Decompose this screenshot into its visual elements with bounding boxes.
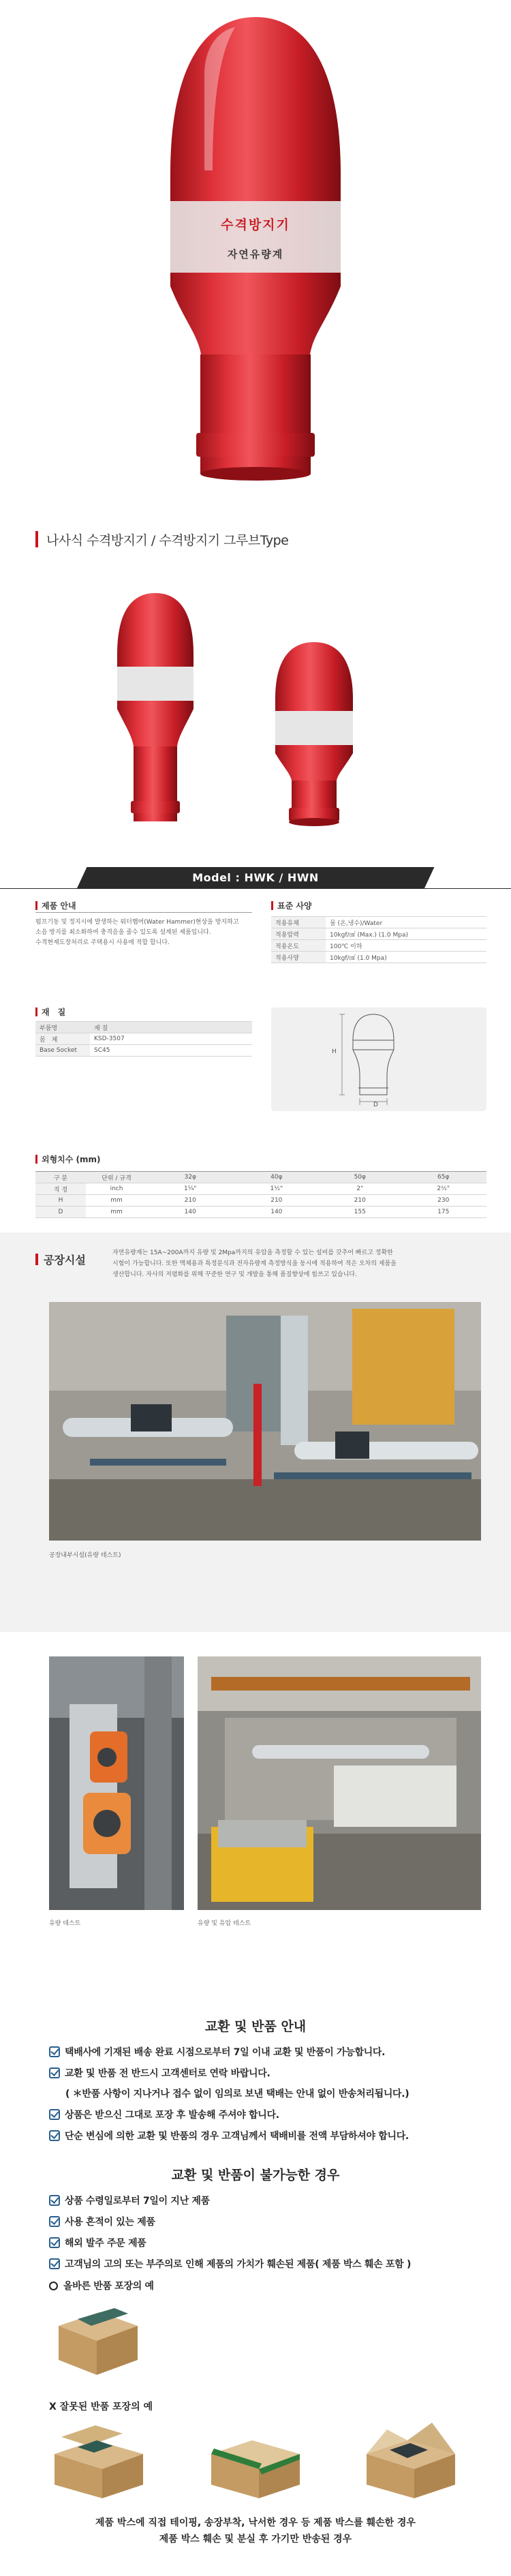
factory-photo-illustration [49,1302,481,1541]
table-header-unit: 단위 [102,1175,114,1182]
hero-label-line1: 수격방지기 [221,217,290,232]
no-return-item [49,2194,210,2207]
model-band [0,867,511,889]
table-cell: SC45 [90,1045,252,1057]
check-icon [49,2195,60,2206]
model-band-rule [0,888,511,889]
no-return-item [49,2236,146,2249]
flow-test-caption: 유량 테스트 [49,1920,81,1927]
factory-photo [49,1302,481,1541]
table-header-cell: 32φ [147,1172,234,1183]
no-return-item [49,2215,155,2228]
circle-icon [49,2282,58,2290]
table-row [271,940,486,952]
check-icon [49,2216,60,2227]
good-packing-box-icon [52,2299,144,2380]
std-spec-heading [271,900,312,911]
pressure-test-illustration [198,1656,481,1910]
material-heading [35,1006,65,1018]
table-cell: 230 [400,1195,486,1207]
return-item [49,2129,409,2142]
pressure-test-photo [198,1656,481,1910]
return-item-text: 교환 및 반품 전 반드시 고객센터로 연락 바랍니다. [65,2068,270,2079]
bad-packing-box-open-icon [360,2420,462,2502]
check-icon [49,2130,60,2141]
table-cell: mm [86,1195,147,1207]
check-icon [49,2046,60,2057]
flow-test-photo [49,1656,184,1910]
model-band-text: Model : HWK / HWN [192,871,319,884]
no-return-item-text: 해외 발주 주문 제품 [65,2238,146,2249]
table-header-cell: 단위 / 규격 [86,1172,147,1183]
good-packing-label-text: 올바른 반품 포장의 예 [63,2281,154,2292]
table-cell: 물 (온,냉수)/Water [326,917,486,928]
table-cell: 175 [400,1207,486,1218]
return-item-text: 택배사에 기재된 배송 완료 시점으로부터 7일 이내 교환 및 반품이 가능합니다. [65,2047,386,2058]
table-row [35,1195,486,1207]
good-packing-label [49,2279,154,2292]
return-item-text: 상품은 받으신 그대로 포장 후 발송해 주셔야 합니다. [65,2110,279,2121]
dimension-heading [35,1153,101,1165]
return-notice-title: 교환 및 반품 안내 [204,2019,307,2034]
table-row [35,1033,252,1045]
table-header-row [35,1172,486,1183]
table-cell: 2" [320,1183,400,1195]
check-icon [49,2067,60,2078]
table-header-cell: 40φ [234,1172,320,1183]
table-header-cell: 65φ [400,1172,486,1183]
factory-desc-line: 자연유량계는 15A~200A까지 유량 및 2Mpa까지의 유압을 측정할 수 있는 설비를 갖추어 빠르고 정확한 [112,1249,393,1256]
table-header-spec: 규격 [119,1175,131,1182]
dimension-heading-text: 외형치수 (mm) [42,1155,101,1164]
intro-heading-bar [35,901,37,910]
material-table [35,1021,252,1057]
table-header-cell: 50φ [320,1172,400,1183]
hero-label-line2: 자연유량계 [227,248,284,260]
table-cell: 적용사양 [271,952,326,963]
table-cell: Base Socket [35,1045,90,1057]
dimension-heading-bar [35,1155,37,1164]
return-item-text: ( ＊반품 사항이 지나거나 접수 없이 임의로 보낸 택배는 안내 없이 반송처리됩니다.) [65,2089,409,2100]
dimension-table [35,1171,486,1218]
table-cell: 적용온도 [271,940,326,952]
factory-desc-line: 생산합니다. 자사의 저렴화를 위해 꾸준한 연구 및 개발을 통해 품질향상에 힘쓰고 있습니다. [112,1271,357,1278]
intro-heading-text: 제품 안내 [42,901,76,911]
bad-packing-box-marked-icon [204,2420,307,2502]
table-row [35,1183,486,1195]
flow-test-section [0,1632,511,1973]
table-cell: 10kgf/㎠ (1.0 Mpa) [326,952,486,963]
intro-line: 펌프기동 및 정지시에 발생하는 워터햄머(Water Hammer)현상을 방지하고 [35,919,239,926]
material-heading-text: 재 질 [42,1007,66,1017]
table-row [35,1045,252,1057]
intro-line: 수격현제도장처리로 주택용시 사용에 적합 합니다. [35,939,170,946]
factory-heading [35,1252,86,1267]
table-cell: 210 [320,1195,400,1207]
factory-desc-line: 시험이 가능합니다. 또한 액체용과 특정분식과 전자유량계 측정방식을 동시에 적용하여 적은 오차의 제품을 [112,1260,397,1267]
table-cell: 재 질 [90,1022,252,1033]
product-pair-image [0,579,511,879]
table-cell: mm [86,1207,147,1218]
intro-divider [35,912,252,913]
table-cell: 1½" [234,1183,320,1195]
table-cell: 적용유체 [271,917,326,928]
diagram-label-d: D [373,1102,378,1108]
table-cell: 140 [147,1207,234,1218]
return-item-text: 단순 변심에 의한 교환 및 반품의 경우 고객님께서 택배비를 전액 부담하셔야 합니다. [65,2131,409,2142]
no-return-item-text: 사용 흔적이 있는 제품 [65,2217,155,2228]
two-arresters-illustration [0,579,511,879]
table-cell: 적용압력 [271,928,326,940]
table-cell: 2½" [400,1183,486,1195]
table-header-cell: 구 분 [35,1172,86,1183]
no-return-title: 교환 및 반품이 불가능한 경우 [171,2168,340,2183]
table-row [35,1207,486,1218]
table-cell: KSD-3507 [90,1033,252,1045]
table-row [35,1022,252,1033]
dimension-diagram [271,1007,486,1111]
bad-packing-box-taped-icon [48,2420,150,2502]
hero-product-image [0,0,511,518]
table-cell: 140 [234,1207,320,1218]
no-return-item-text: 상품 수령일로부터 7일이 지난 제품 [65,2196,210,2207]
std-heading-text: 표준 사양 [277,901,312,911]
table-cell: D [35,1207,86,1218]
table-row [271,928,486,940]
flow-test-illustration [49,1656,184,1910]
bad-packing-label: X 잘못된 반품 포장의 예 [49,2401,153,2412]
title-accent-bar [35,531,38,547]
return-item-note [65,2087,409,2100]
table-cell: 10kgf/㎠ (Max.) (1.0 Mpa) [326,928,486,940]
table-cell: 100℃ 이하 [326,940,486,952]
return-item [49,2108,279,2121]
table-cell: 몸 체 [35,1033,90,1045]
product-title-text: 나사식 수격방지기 / 수격방지기 그루브Type [46,532,289,548]
table-cell: 부품명 [35,1022,90,1033]
table-cell: 155 [320,1207,400,1218]
table-cell: 210 [147,1195,234,1207]
table-row [271,952,486,963]
factory-heading-bar [35,1254,38,1265]
std-heading-bar [271,901,273,910]
intro-line: 소음 방지를 최소화하여 충격음을 줄수 있도록 설계된 제품입니다. [35,929,211,936]
table-cell: 1¼" [147,1183,234,1195]
check-icon [49,2237,60,2248]
material-heading-bar [35,1007,37,1016]
diagram-label-h: H [332,1048,337,1055]
table-cell: 직 경 [35,1183,86,1195]
dimension-diagram-drawing [271,1007,486,1111]
pressure-test-caption: 유량 및 유압 테스트 [198,1920,251,1927]
table-cell: H [35,1195,86,1207]
intro-text [35,918,252,948]
factory-description [112,1247,494,1280]
table-cell: inch [86,1183,147,1195]
factory-section [0,1232,511,1632]
no-return-item [49,2257,411,2271]
no-return-item-text: 고객님의 고의 또는 부주의로 인해 제품의 가치가 훼손된 제품( 제품 박스 훼손 포함 ) [65,2259,412,2270]
table-cell: 210 [234,1195,320,1207]
product-title [35,530,288,548]
factory-heading-text: 공장시설 [44,1254,86,1267]
bad-packing-note-2: 제품 박스 훼손 및 분실 후 가기만 반송된 경우 [159,2534,352,2545]
intro-heading [35,900,76,911]
check-icon [49,2109,60,2120]
factory-photo-caption: 공장내부시설(유량 테스트) [49,1552,121,1559]
std-spec-table [271,916,486,963]
return-notice-section [0,1973,511,2576]
return-item [49,2045,385,2059]
table-row [271,917,486,928]
return-item [49,2066,270,2080]
bad-packing-note-1: 제품 박스에 직접 테이핑, 송장부착, 낙서한 경우 등 제품 박스를 훼손한 경우 [95,2517,416,2528]
check-icon [49,2258,60,2269]
